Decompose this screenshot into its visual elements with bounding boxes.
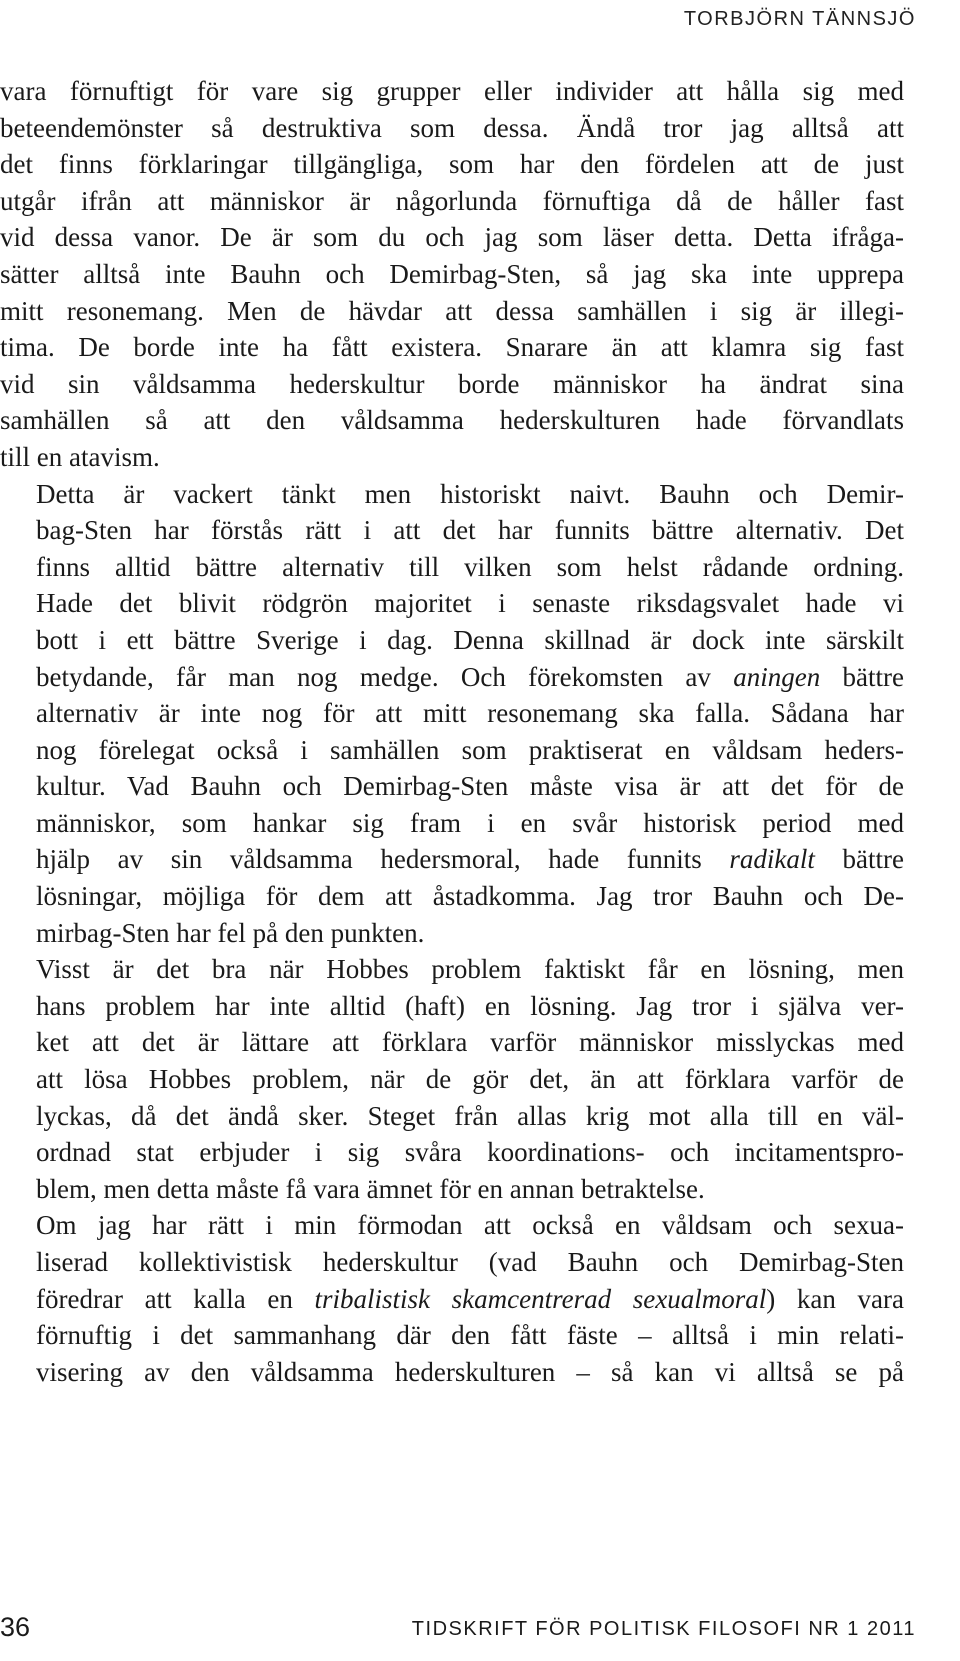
text-line: mirbag-Sten har fel på den punkten. bbox=[36, 917, 425, 948]
page-number: 36 bbox=[0, 1612, 31, 1642]
text-line: det finns förklaringar tillgängliga, som har den fördelen att de just bbox=[0, 149, 904, 180]
text-line: tima. De borde inte ha fått existera. Snarare än att klamra sig fast bbox=[0, 332, 904, 363]
text-line: lyckas, då det ändå sker. Steget från allas krig mot alla till en väl- bbox=[36, 1100, 904, 1131]
emphasis-radikalt: radikalt bbox=[729, 844, 815, 875]
text-line bbox=[0, 659, 904, 696]
text-line: utgår ifrån att människor är någorlunda förnuftiga då de håller fast bbox=[0, 185, 904, 216]
paragraph-4 bbox=[0, 1207, 904, 1390]
text-segment: betydande, får man nog medge. Och förekomsten av bbox=[36, 661, 734, 692]
text-line: Hade det blivit rödgrön majoritet i senaste riksdagsvalet hade vi bbox=[36, 588, 904, 619]
text-line: människor, som hankar sig fram i en svår historisk period med bbox=[36, 807, 904, 838]
journal-title: TIDSKRIFT FÖR POLITISK FILOSOFI NR 1 2011 bbox=[411, 1618, 916, 1640]
emphasis-aningen: aningen bbox=[733, 661, 821, 692]
text-line: Om jag har rätt i min förmodan att också en våldsam och sexua- bbox=[36, 1210, 904, 1241]
text-line: till en atavism. bbox=[0, 441, 160, 472]
text-line: samhällen så att den våldsamma hederskulturen hade förvandlats bbox=[0, 405, 904, 436]
text-segment: hjälp av sin våldsamma hedersmoral, hade funnits bbox=[36, 844, 730, 875]
text-line bbox=[0, 841, 904, 878]
article-body bbox=[0, 73, 904, 1390]
paragraph-2 bbox=[0, 476, 904, 952]
text-line: ordnad stat erbjuder i sig svåra koordinations- och incitamentspro- bbox=[36, 1137, 904, 1168]
text-line: förnuftig i det sammanhang där den fått fäste – alltså i min relati- bbox=[36, 1320, 904, 1351]
text-segment: ) kan vara bbox=[766, 1283, 904, 1314]
text-line: lösningar, möjliga för dem att åstadkomma. Jag tror Bauhn och De- bbox=[36, 881, 904, 912]
text-line: vid sin våldsamma hederskultur borde människor ha ändrat sina bbox=[0, 368, 904, 399]
text-line: visering av den våldsamma hederskulturen – så kan vi alltså se på bbox=[36, 1356, 904, 1387]
running-head: TORBJÖRN TÄNNSJÖ bbox=[683, 8, 916, 30]
text-line: beteendemönster så destruktiva som dessa. Ändå tror jag alltså att bbox=[0, 112, 904, 143]
text-line: vara förnuftigt för vare sig grupper eller individer att hålla sig med bbox=[0, 76, 904, 106]
text-line: Visst är det bra när Hobbes problem faktiskt får en lösning, men bbox=[36, 954, 904, 985]
page-footer bbox=[0, 1612, 960, 1652]
emphasis-tribalistisk: tribalistisk skamcentrerad sexualmoral bbox=[314, 1283, 767, 1314]
text-line: blem, men detta måste få vara ämnet för en annan betraktelse. bbox=[36, 1173, 705, 1204]
text-line: bott i ett bättre Sverige i dag. Denna skillnad är dock inte särskilt bbox=[36, 624, 904, 655]
text-segment: föredrar att kalla en bbox=[36, 1283, 315, 1314]
text-line: att lösa Hobbes problem, när de gör det, än att förklara varför de bbox=[36, 1064, 904, 1095]
text-line: kultur. Vad Bauhn och Demirbag-Sten måste visa är att det för de bbox=[36, 771, 904, 802]
text-line: ket att det är lättare att förklara varför människor misslyckas med bbox=[36, 1027, 904, 1058]
paragraph-1 bbox=[0, 73, 904, 476]
text-line: nog förelegat också i samhällen som praktiserat en våldsam heders- bbox=[36, 734, 904, 765]
text-line: liserad kollektivistisk hederskultur (vad Bauhn och Demirbag-Sten bbox=[36, 1247, 904, 1277]
text-line: alternativ är inte nog för att mitt resonemang ska falla. Sådana har bbox=[36, 698, 904, 729]
text-line: Detta är vackert tänkt men historiskt naivt. Bauhn och Demir- bbox=[36, 478, 904, 509]
text-line: hans problem har inte alltid (haft) en lösning. Jag tror i själva ver- bbox=[36, 990, 904, 1021]
text-line bbox=[0, 1281, 904, 1318]
text-line: vid dessa vanor. De är som du och jag som läser detta. Detta ifråga- bbox=[0, 222, 904, 253]
paragraph-3 bbox=[0, 951, 904, 1207]
text-segment: bättre bbox=[814, 844, 904, 875]
text-segment: bättre bbox=[820, 661, 904, 692]
text-line: finns alltid bättre alternativ till vilken som helst rådande ordning. bbox=[36, 551, 904, 582]
text-line: bag-Sten har förstås rätt i att det har funnits bättre alternativ. Det bbox=[36, 515, 904, 546]
text-line: mitt resonemang. Men de hävdar att dessa samhällen i sig är illegi- bbox=[0, 295, 904, 326]
text-line: sätter alltså inte Bauhn och Demirbag-Sten, så jag ska inte upprepa bbox=[0, 258, 904, 289]
